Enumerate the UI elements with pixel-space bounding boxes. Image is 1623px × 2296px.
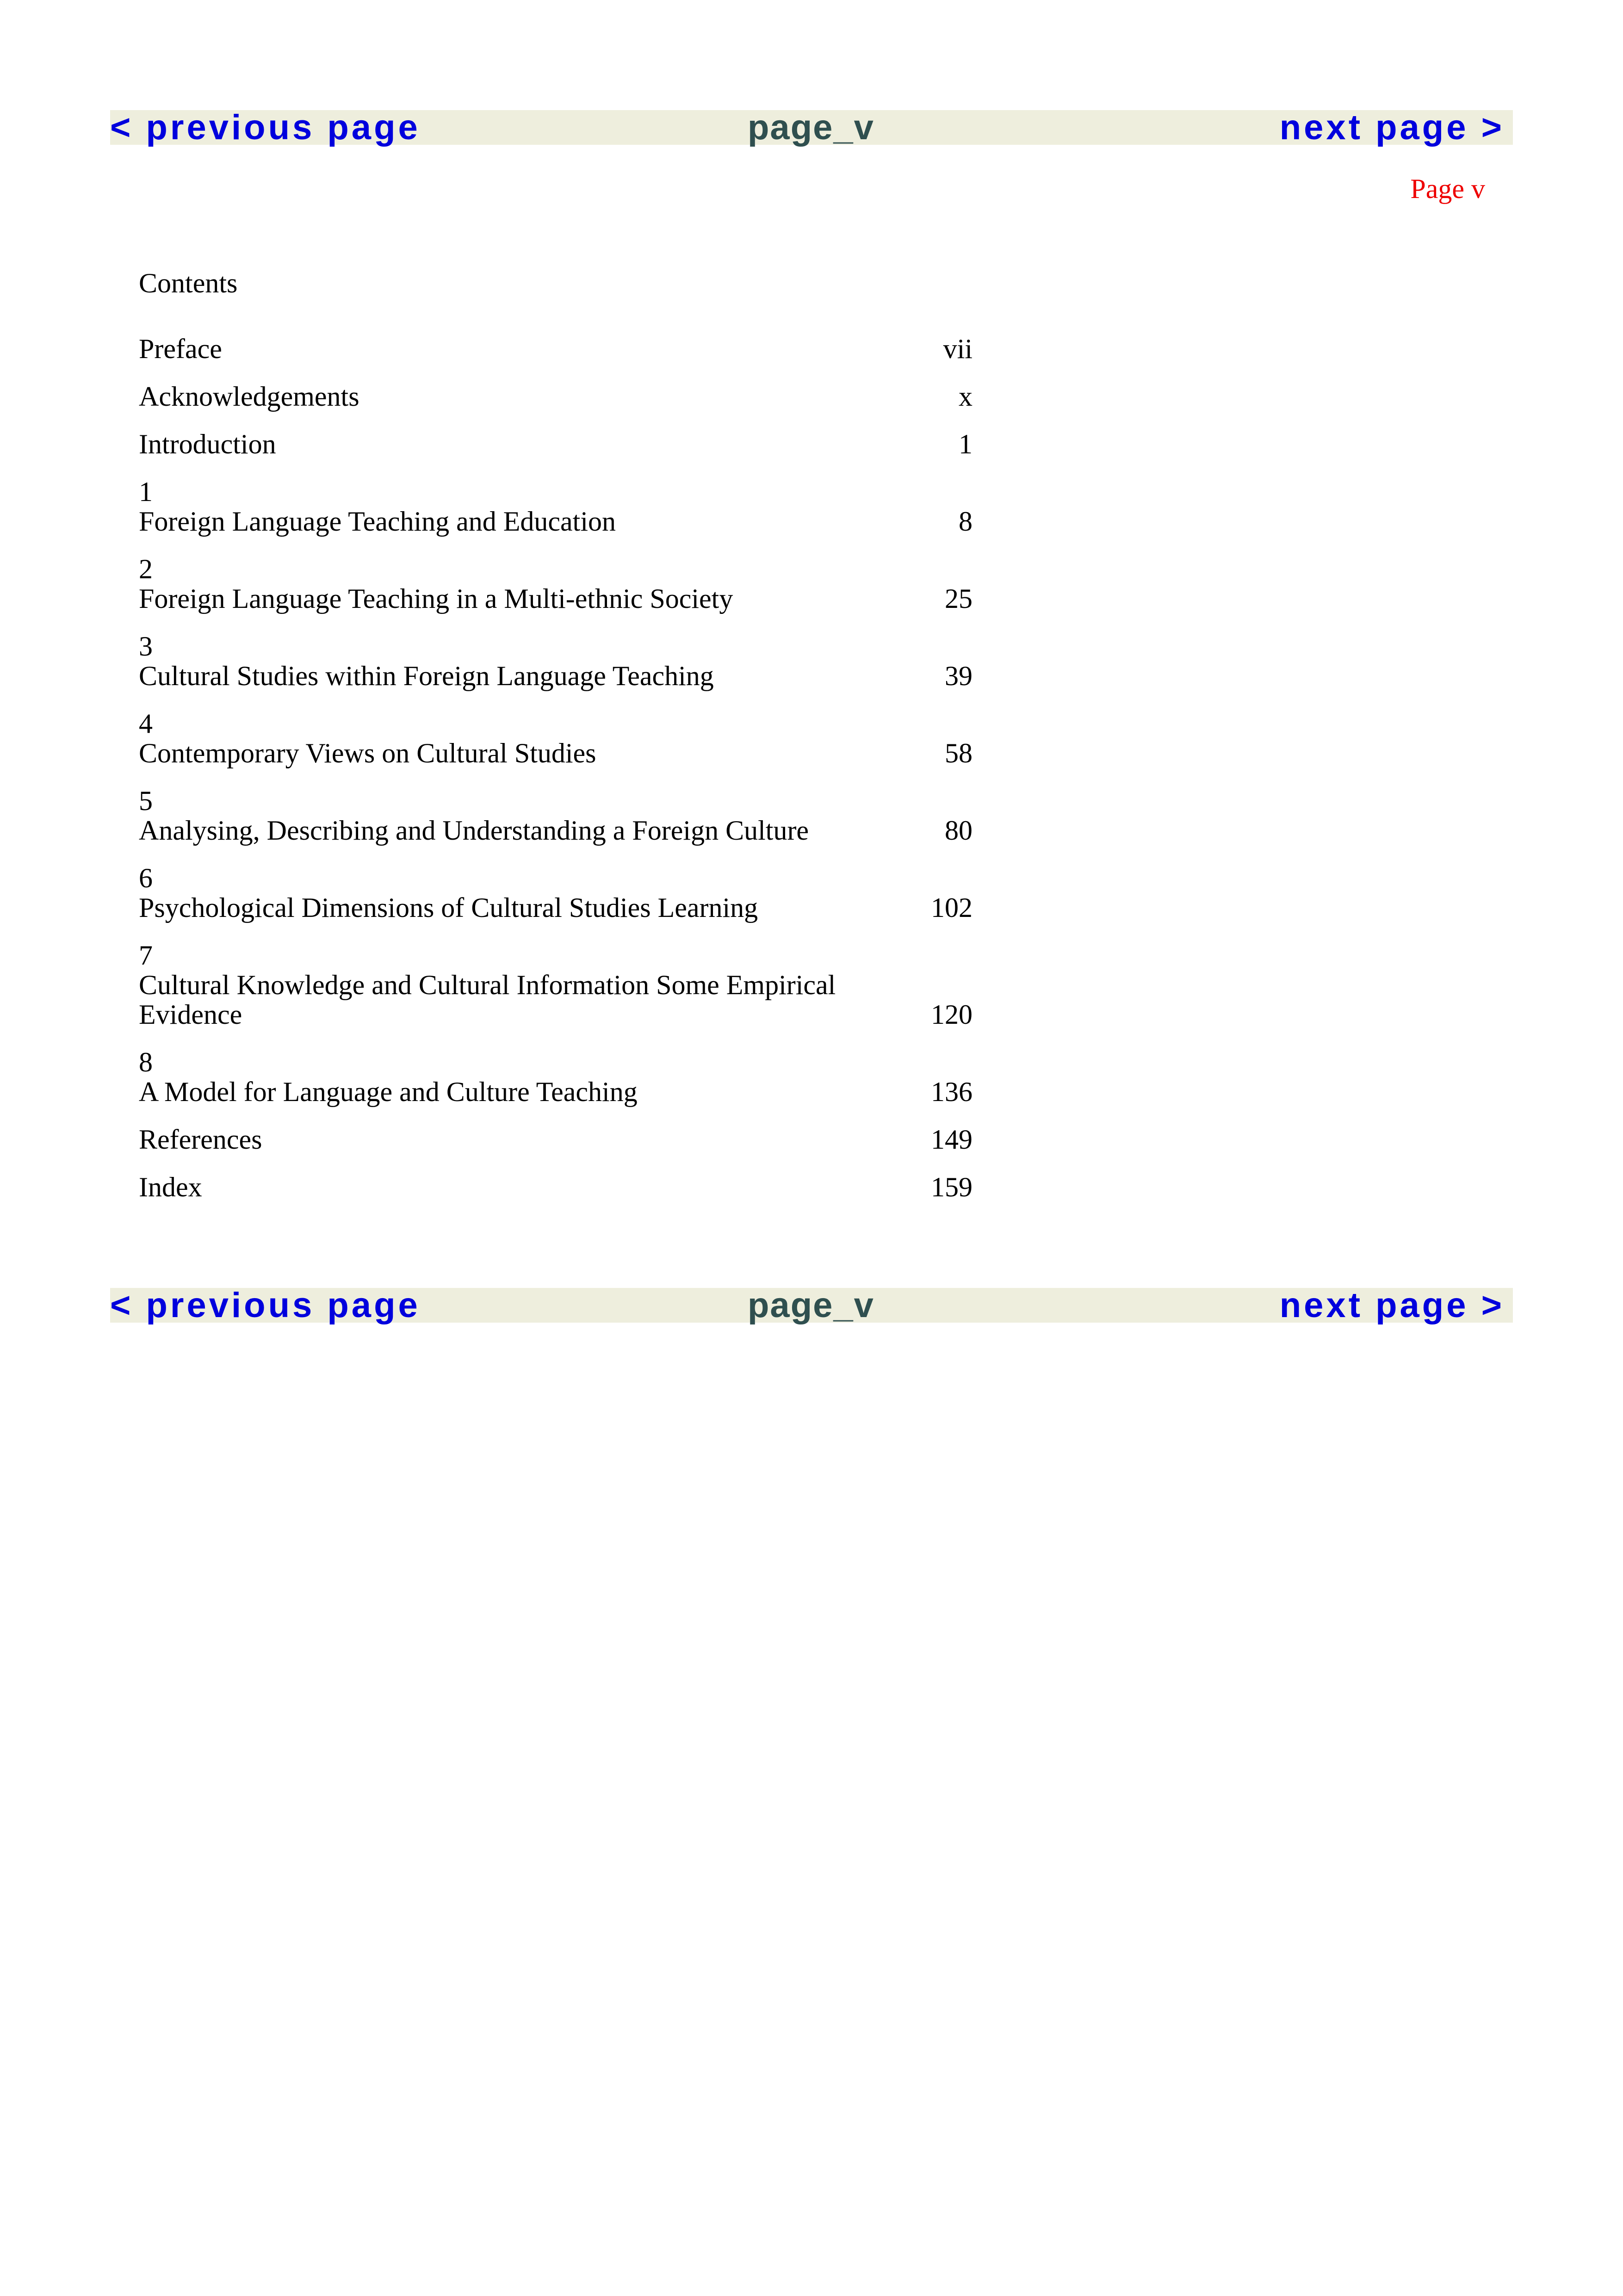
toc-entry-page: 159	[931, 1172, 973, 1202]
toc-entry-references	[139, 1125, 973, 1154]
toc-entry-title: Analysing, Describing and Understanding a Foreign Culture	[139, 815, 809, 846]
toc-chapter-number: 8	[139, 1047, 153, 1077]
toc-chapter-number: 4	[139, 708, 153, 739]
toc-chapter-number: 2	[139, 554, 153, 584]
toc-entry-page: 8	[959, 506, 973, 537]
toc-entry-title: Foreign Language Teaching and Education	[139, 506, 616, 537]
toc-entry-title: Index	[139, 1172, 202, 1202]
next-page-link[interactable]: next page >	[1279, 108, 1505, 147]
previous-page-link[interactable]: < previous page	[110, 108, 421, 147]
toc-entry-index	[139, 1172, 973, 1202]
toc-entry-page: 149	[931, 1124, 973, 1155]
page-id-label: page_v	[748, 1286, 874, 1325]
toc-entry-chapter-6	[139, 863, 973, 922]
toc-chapter-number: 7	[139, 940, 153, 971]
toc-entry-chapter-5	[139, 786, 973, 845]
toc-entry-title: Contemporary Views on Cultural Studies	[139, 738, 596, 768]
toc-entry-title: Preface	[139, 334, 222, 364]
toc-entry-page: 136	[931, 1077, 973, 1107]
page-id-label: page_v	[748, 108, 874, 147]
table-of-contents	[139, 268, 973, 1220]
toc-entry-title: A Model for Language and Culture Teaching	[139, 1077, 638, 1107]
toc-entry-title: Cultural Knowledge and Cultural Information Some Empirical Evidence	[139, 970, 836, 1030]
bottom-navigation-bar	[110, 1288, 1513, 1323]
contents-heading: Contents	[139, 268, 238, 298]
toc-entry-page: 102	[931, 892, 973, 923]
toc-entry-title: Cultural Studies within Foreign Language Teaching	[139, 661, 714, 691]
toc-entry-chapter-1	[139, 477, 973, 536]
toc-chapter-number: 1	[139, 477, 153, 507]
toc-entry-title: Introduction	[139, 429, 276, 459]
toc-entry-acknowledgements	[139, 382, 973, 411]
toc-entry-page: 39	[945, 661, 973, 691]
toc-entry-page: 25	[945, 583, 973, 614]
toc-entry-page: 58	[945, 738, 973, 768]
toc-chapter-number: 3	[139, 631, 153, 662]
toc-entry-page: 1	[959, 429, 973, 459]
toc-entry-chapter-4	[139, 709, 973, 768]
toc-chapter-number: 6	[139, 863, 153, 893]
toc-entry-chapter-3	[139, 631, 973, 691]
toc-entry-chapter-2	[139, 554, 973, 613]
toc-entry-page: x	[959, 381, 973, 412]
toc-entry-page: 120	[931, 999, 973, 1030]
toc-entry-page: 80	[945, 815, 973, 846]
top-navigation-bar	[110, 110, 1513, 145]
toc-entry-title: Acknowledgements	[139, 381, 359, 412]
next-page-link[interactable]: next page >	[1279, 1286, 1505, 1325]
toc-entry-page: vii	[943, 334, 973, 364]
toc-entry-introduction	[139, 429, 973, 459]
toc-chapter-number: 5	[139, 786, 153, 816]
toc-entry-title: References	[139, 1124, 262, 1155]
toc-entry-preface	[139, 334, 973, 364]
toc-entry-chapter-7	[139, 941, 973, 1029]
page-number-label: Page v	[1410, 173, 1485, 204]
previous-page-link[interactable]: < previous page	[110, 1286, 421, 1325]
toc-entry-title: Foreign Language Teaching in a Multi-ethnic Society	[139, 583, 733, 614]
toc-entry-title: Psychological Dimensions of Cultural Studies Learning	[139, 892, 758, 923]
toc-entry-chapter-8	[139, 1047, 973, 1107]
